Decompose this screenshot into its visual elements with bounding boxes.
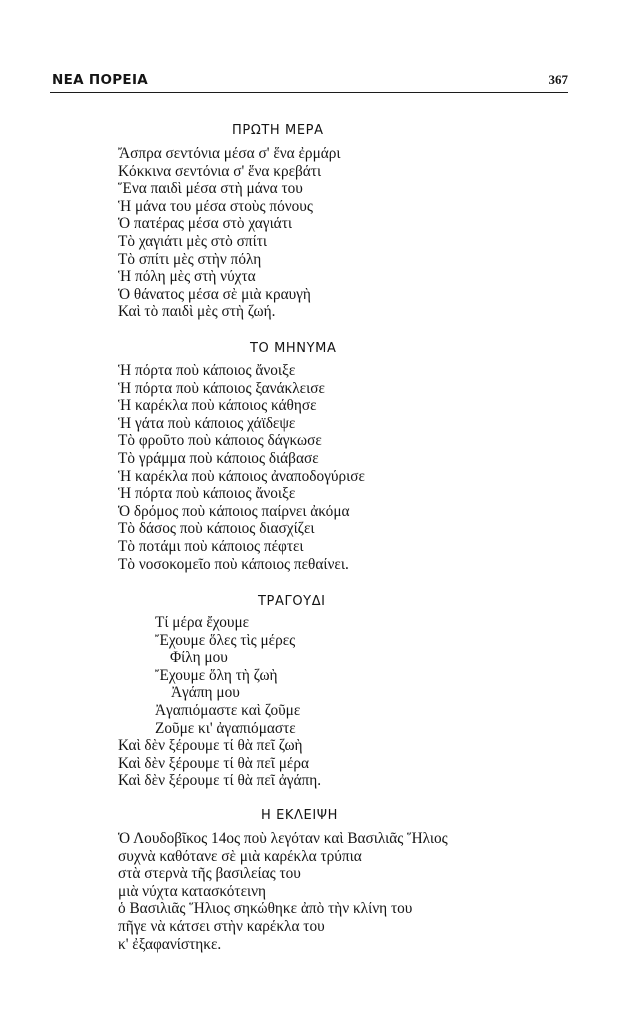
poem-line: Καὶ δὲν ξέρουμε τί θὰ πεῖ ἀγάπη. bbox=[118, 772, 322, 790]
poem-line: Ἡ γάτα ποὺ κάποιος χάϊδεψε bbox=[118, 414, 296, 432]
poem-line: Κόκκινα σεντόνια σ' ἕνα κρεβάτι bbox=[118, 162, 322, 180]
poem-line: Καὶ δὲν ξέρουμε τί θὰ πεῖ ζωὴ bbox=[118, 737, 303, 755]
poem-line: στὰ στερνὰ τῆς βασιλείας του bbox=[118, 865, 301, 883]
poem-title-proti-mera: ΠΡΩΤΗ ΜΕΡΑ bbox=[232, 123, 324, 138]
poem-to-minyma bbox=[118, 362, 365, 573]
poem-line: Ἡ πόλη μὲς στὴ νύχτα bbox=[118, 268, 256, 286]
poem-line: Ὁ δρόμος ποὺ κάποιος παίρνει ἀκόμα bbox=[118, 502, 350, 520]
page-number: 367 bbox=[548, 72, 568, 87]
poem-line: Τὸ χαγιάτι μὲς στὸ σπίτι bbox=[118, 232, 267, 250]
poem-line: Τὸ γράμμα ποὺ κάποιος διάβασε bbox=[118, 449, 319, 467]
poem-line: Ὁ θάνατος μέσα σὲ μιὰ κραυγὴ bbox=[118, 285, 311, 303]
poem-line: Ἔχουμε ὅλη τὴ ζωὴ bbox=[155, 666, 278, 684]
poem-title-i-ekleipsi: Η ΕΚΛΕΙΨΗ bbox=[261, 808, 338, 823]
poem-line: Ὁ Λουδοβῖκος 14ος ποὺ λεγόταν καὶ Βασιλιᾶς Ἥλιος bbox=[118, 830, 448, 847]
poem-line: πῆγε νὰ κάτσει στὴν καρέκλα του bbox=[118, 917, 325, 935]
poem-line: Ἡ καρέκλα ποὺ κάποιος κάθησε bbox=[118, 397, 317, 415]
poem-line: Φίλη μου bbox=[170, 649, 228, 667]
poem-line: Ἡ καρέκλα ποὺ κάποιος ἀναποδογύρισε bbox=[118, 467, 365, 485]
poem-line: Ἕνα παιδὶ μέσα στὴ μάνα του bbox=[118, 180, 303, 198]
poem-title-tragoudi: ΤΡΑΓΟΥΔΙ bbox=[258, 594, 326, 609]
poem-line: Τὸ νοσοκομεῖο ποὺ κάποιος πεθαίνει. bbox=[118, 555, 349, 573]
poem-tragoudi bbox=[118, 614, 321, 790]
poem-line: Τὸ φροῦτο ποὺ κάποιος δάγκωσε bbox=[118, 432, 322, 450]
poem-line: Ἀγαπιόμαστε καὶ ζοῦμε bbox=[155, 701, 301, 719]
poem-line: Τὸ ποτάμι ποὺ κάποιος πέφτει bbox=[118, 537, 304, 555]
header-rule bbox=[50, 92, 568, 93]
poem-line: Ἡ πόρτα ποὺ κάποιος ξανάκλεισε bbox=[118, 379, 325, 397]
poem-line: Ἡ μάνα του μέσα στοὺς πόνους bbox=[118, 197, 313, 215]
poem-line: Ἄσπρα σεντόνια μέσα σ' ἕνα ἐρμάρι bbox=[118, 145, 341, 162]
poem-line: Τὸ δάσος ποὺ κάποιος διασχίζει bbox=[118, 520, 315, 538]
poem-line: Καὶ τὸ παιδὶ μὲς στὴ ζωή. bbox=[118, 303, 276, 321]
poem-i-ekleipsi bbox=[118, 830, 448, 953]
journal-title: ΝΕΑ ΠΟΡΕΙΑ bbox=[52, 72, 149, 88]
poem-proti-mera bbox=[118, 145, 341, 321]
poem-line: Καὶ δὲν ξέρουμε τί θὰ πεῖ μέρα bbox=[118, 754, 309, 772]
poem-line: μιὰ νύχτα κατασκότεινη bbox=[118, 882, 267, 900]
poem-line: Ἡ πόρτα ποὺ κάποιος ἄνοιξε bbox=[118, 362, 296, 379]
poem-line: Ἀγάπη μου bbox=[171, 684, 240, 702]
poem-line: συχνὰ καθότανε σὲ μιὰ καρέκλα τρύπια bbox=[118, 847, 362, 865]
poem-line: Ζοῦμε κι' ἀγαπιόμαστε bbox=[155, 719, 296, 737]
poem-line: κ' ἐξαφανίστηκε. bbox=[118, 935, 222, 953]
poem-line: Ἡ πόρτα ποὺ κάποιος ἄνοιξε bbox=[118, 485, 296, 503]
poem-line: Τί μέρα ἔχουμε bbox=[155, 614, 250, 631]
poem-line: ὁ Βασιλιᾶς Ἥλιος σηκώθηκε ἀπὸ τὴν κλίνη του bbox=[118, 900, 413, 918]
poem-line: Ἔχουμε ὅλες τὶς μέρες bbox=[155, 631, 296, 649]
poem-line: Ὁ πατέρας μέσα στὸ χαγιάτι bbox=[118, 215, 292, 233]
poem-title-to-minyma: ΤΟ ΜΗΝΥΜΑ bbox=[250, 341, 337, 356]
poem-line: Τὸ σπίτι μὲς στὴν πόλη bbox=[118, 250, 262, 268]
